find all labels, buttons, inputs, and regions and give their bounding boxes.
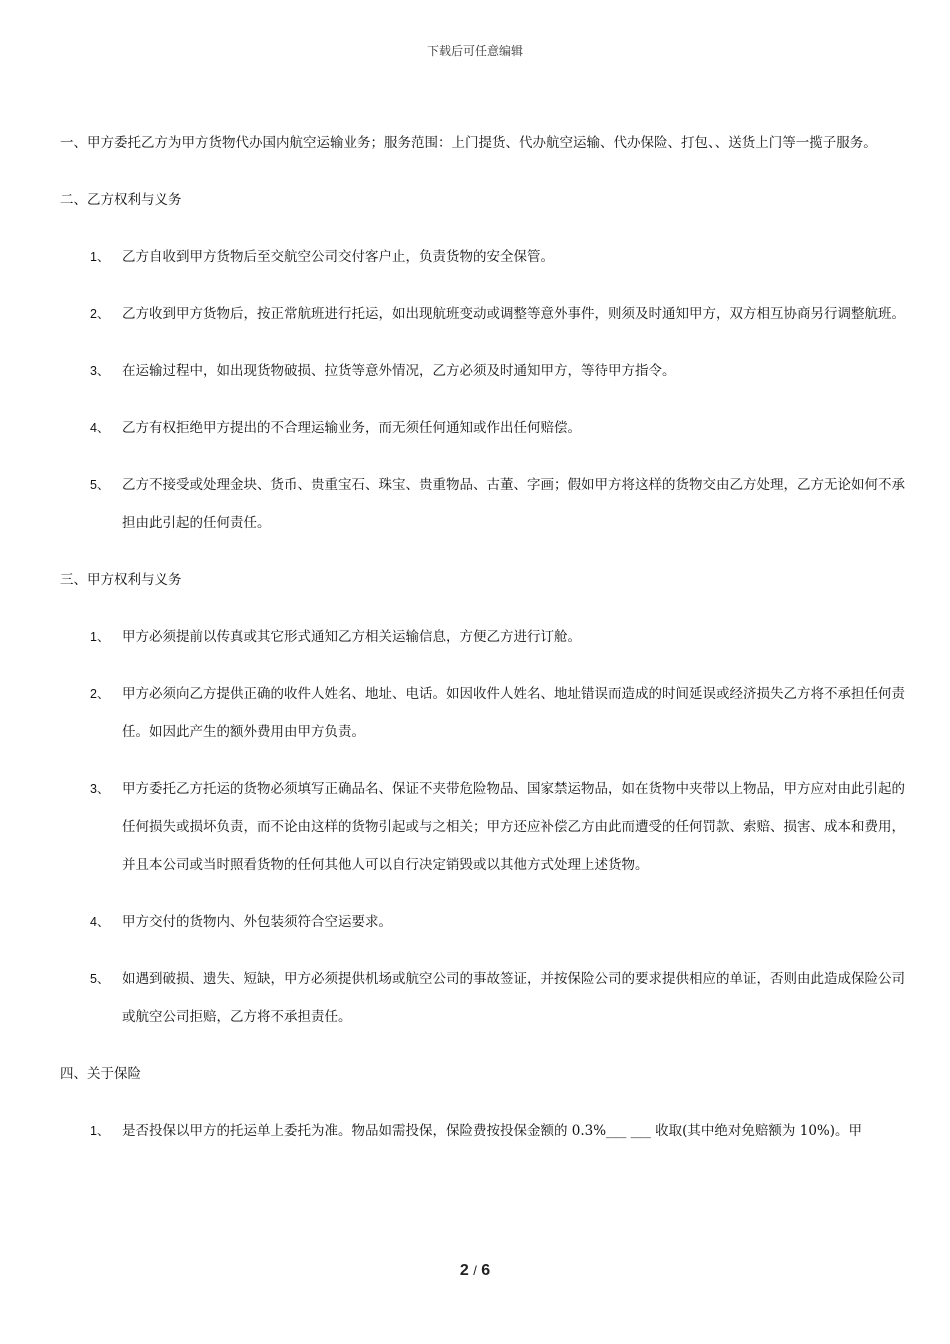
item-number: 1、 — [90, 250, 110, 264]
item-text: 在运输过程中，如出现货物破损、拉货等意外情况，乙方必须及时通知甲方，等待甲方指令。 — [122, 363, 676, 379]
section-1-scope: 一、甲方委托乙方为甲方货物代办国内航空运输业务；服务范围：上门提货、代办航空运输、代办保险、打包、、送货上门等一揽子服务。 — [60, 135, 877, 151]
section-4-title: 四、关于保险 — [60, 1066, 141, 1082]
item-number: 2、 — [90, 307, 110, 321]
list-item — [90, 770, 905, 884]
total-pages-number: 6 — [481, 1262, 491, 1279]
item-text: 乙方有权拒绝甲方提出的不合理运输业务，而无须任何通知或作出任何赔偿。 — [122, 420, 581, 436]
item-number: 5、 — [90, 478, 110, 492]
list-item — [90, 466, 905, 542]
item-text: 是否投保以甲方的托运单上委托为准。物品如需投保，保险费按投保金额的 0.3%___ ___ 收取(其中绝对免赔额为 10%)。甲 — [122, 1123, 863, 1139]
list-item — [90, 1112, 905, 1150]
item-text: 甲方委托乙方托运的货物必须填写正确品名、保证不夹带危险物品、国家禁运物品，如在货物中夹带以上物品，甲方应对由此引起的任何损失或损坏负责，而不论由这样的货物引起或与之相关；甲方还应补偿乙方由此而遭受的任何罚款、索赔、损害、成本和费用，并且本公司或当时照看货物的任何其他人可以自行决定销毁或以其他方式处理上述货物。 — [122, 781, 905, 873]
page-number — [0, 1262, 950, 1280]
list-item — [90, 352, 905, 390]
list-item — [90, 409, 905, 447]
list-item — [90, 675, 905, 751]
item-text: 乙方不接受或处理金块、货币、贵重宝石、珠宝、贵重物品、古董、字画；假如甲方将这样的货物交由乙方处理，乙方无论如何不承担由此引起的任何责任。 — [122, 477, 905, 531]
item-number: 1、 — [90, 630, 110, 644]
item-number: 4、 — [90, 915, 110, 929]
section-3-title: 三、甲方权利与义务 — [60, 572, 182, 588]
list-item — [90, 903, 905, 941]
page-header-note: 下载后可任意编辑 — [426, 44, 523, 58]
page-separator: / — [473, 1263, 477, 1278]
current-page-number: 2 — [459, 1262, 469, 1279]
list-item — [90, 295, 905, 333]
item-number: 1、 — [90, 1124, 110, 1138]
item-text: 甲方交付的货物内、外包装须符合空运要求。 — [122, 914, 392, 930]
item-text: 乙方自收到甲方货物后至交航空公司交付客户止，负责货物的安全保管。 — [122, 249, 554, 265]
item-text: 甲方必须提前以传真或其它形式通知乙方相关运输信息，方便乙方进行订舱。 — [122, 629, 581, 645]
item-text: 甲方必须向乙方提供正确的收件人姓名、地址、电话。如因收件人姓名、地址错误而造成的时间延误或经济损失乙方将不承担任何责任。如因此产生的额外费用由甲方负责。 — [122, 686, 905, 740]
item-number: 5、 — [90, 972, 110, 986]
section-2-title: 二、乙方权利与义务 — [60, 192, 182, 208]
item-number: 4、 — [90, 421, 110, 435]
item-number: 3、 — [90, 364, 110, 378]
contract-body — [60, 124, 905, 1169]
list-item — [90, 238, 905, 276]
item-text: 如遇到破损、遗失、短缺，甲方必须提供机场或航空公司的事故签证，并按保险公司的要求提供相应的单证，否则由此造成保险公司或航空公司拒赔，乙方将不承担责任。 — [122, 971, 905, 1025]
list-item — [90, 618, 905, 656]
item-number: 3、 — [90, 782, 110, 796]
item-text: 乙方收到甲方货物后，按正常航班进行托运，如出现航班变动或调整等意外事件，则须及时通知甲方，双方相互协商另行调整航班。 — [122, 306, 905, 322]
list-item — [90, 960, 905, 1036]
item-number: 2、 — [90, 687, 110, 701]
